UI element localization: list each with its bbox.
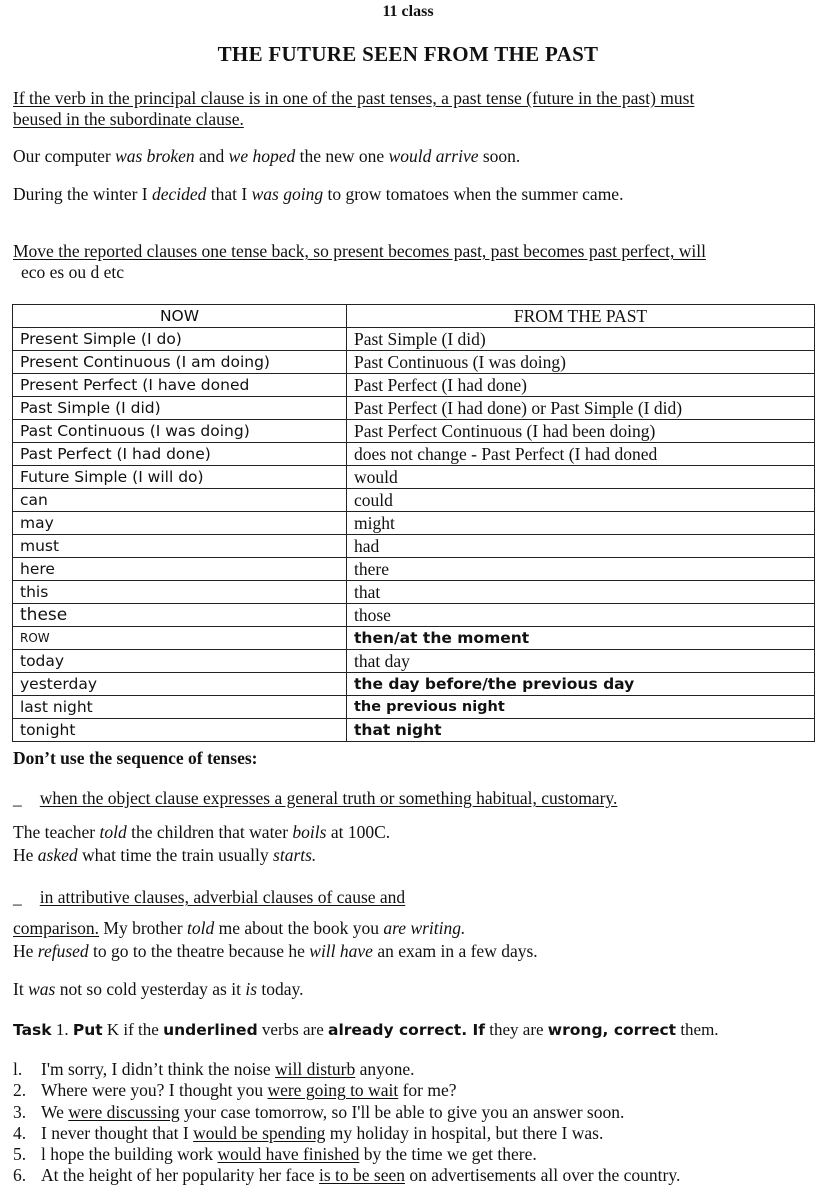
cell-now: tonight [13,719,347,742]
table-row [13,604,815,627]
cell-past: had [347,535,815,558]
cell-now: can [13,489,347,512]
example-text: My brother [99,918,188,938]
example-brother [13,918,465,939]
bullet-marker: _ [13,788,22,808]
table-row [13,443,815,466]
item-number: 4. [13,1122,27,1143]
cell-past: there [347,558,815,581]
task-instruction [13,1020,719,1040]
table-row [13,696,815,719]
tense-table [12,304,815,742]
table-row [13,328,815,351]
example-verb: decided [152,184,207,204]
example-text: the children that water [126,822,293,842]
move-line-2: eco es ou d etc [21,262,125,282]
task-text: them. [676,1020,719,1039]
item-number: 3. [13,1101,27,1122]
example-text: soon. [478,146,521,166]
example-underlined: comparison. [13,918,100,938]
example-text: today. [257,979,304,999]
table-row [13,650,815,673]
cell-past: then/at the moment [347,627,815,650]
cell-past: those [347,604,815,627]
example-verb: are writing. [383,918,466,938]
example-verb: asked [37,845,78,865]
list-item [13,1102,803,1123]
example-text: at 100C. [326,822,391,842]
example-verb: would arrive [388,146,479,166]
table-row [13,420,815,443]
rule-line-1: If the verb in the principal clause is in one of the past tenses, a past tense (future in the past) must [13,88,695,108]
example-text: He [13,845,38,865]
example-verb: is [245,979,258,999]
example-verb: we hoped [228,146,296,166]
cell-now: these [13,604,347,627]
item-text: for me? [398,1080,457,1101]
item-number: l. [13,1059,23,1079]
item-text: At the height of her popularity her face [41,1165,319,1186]
example-text: what time the train usually [77,845,274,865]
example-verb: was broken [115,146,195,166]
table-row [13,558,815,581]
example-text: He [13,941,38,961]
cell-past: would [347,466,815,489]
header-now: NOW [13,305,347,328]
task-word: Put [72,1021,103,1039]
example-verb: was [28,979,56,999]
task-word: already correct. If [328,1021,486,1039]
cell-now: must [13,535,347,558]
cell-now: Present Perfect (I have doned [13,374,347,397]
cell-past: could [347,489,815,512]
cell-past: that [347,581,815,604]
cell-now: ROW [13,627,347,650]
bullet-marker: _ [13,887,22,907]
example-verb: was going [251,184,324,204]
cell-past: might [347,512,815,535]
item-underlined-verb: will disturb [275,1059,356,1079]
example-verb: starts. [273,845,317,865]
task-text: 1. [51,1020,73,1039]
table-row [13,719,815,742]
rule-text [13,88,808,130]
list-item [13,1059,803,1080]
example-text: Our computer [13,146,116,166]
example-text: that I [206,184,252,204]
item-underlined-verb: is to be seen [318,1165,405,1186]
example-text: an exam in a few days. [372,941,538,961]
task-text: they are [485,1020,548,1039]
cell-past: Past Perfect (I had done) [347,374,815,397]
item-text: anyone. [355,1059,415,1079]
table-row [13,351,815,374]
cell-now: Past Continuous (I was doing) [13,420,347,443]
cell-now: here [13,558,347,581]
example-verb: will have [309,941,373,961]
cell-past: Past Simple (I did) [347,328,815,351]
rule-line-2: beused in the subordinate clause. [13,109,244,129]
item-number: 2. [13,1080,27,1101]
item-underlined-verb: were discussing [68,1101,180,1122]
item-number: 6. [13,1165,27,1186]
cell-past: Past Perfect (I had done) or Past Simple (I did) [347,397,815,420]
bullet-attributive [13,887,405,908]
bullet-general-truth [13,788,617,809]
example-winter [13,184,623,205]
item-text: my holiday in hospital, but there I was. [325,1122,604,1143]
header-from-the-past: FROM THE PAST [347,305,815,328]
cell-past: the day before/the previous day [347,673,815,696]
example-text: me about the book you [214,918,384,938]
example-text: and [194,146,229,166]
item-number: 5. [13,1144,27,1165]
cell-now: Present Continuous (I am doing) [13,351,347,374]
item-text: I'm sorry, I didn’t think the noise [41,1059,276,1079]
cell-past: the previous night [347,696,815,719]
list-item [13,1144,803,1165]
task-text: K if the [102,1020,164,1039]
page-title: THE FUTURE SEEN FROM THE PAST [217,42,599,66]
cell-past: does not change - Past Perfect (I had doned [347,443,815,466]
task-word: Task [13,1021,52,1039]
example-text: to grow tomatoes when the summer came. [323,184,624,204]
table-row [13,581,815,604]
cell-now: Past Simple (I did) [13,397,347,420]
table-row [13,627,815,650]
table-row [13,489,815,512]
example-teacher [13,822,390,843]
bullet-text: when the object clause expresses a general truth or something habitual, customary. [39,788,618,808]
example-theatre [13,941,538,962]
example-verb: refused [37,941,89,961]
task-word: underlined [163,1021,258,1039]
cell-past: Past Continuous (I was doing) [347,351,815,374]
dont-heading: Don’t use the sequence of tenses: [13,748,258,768]
item-text: by the time we get there. [359,1144,537,1165]
cell-now: last night [13,696,347,719]
class-label: 11 class [382,3,434,20]
cell-now: today [13,650,347,673]
example-verb: told [99,822,127,842]
table-row [13,535,815,558]
table-row [13,512,815,535]
item-text: We [41,1101,69,1122]
move-instruction [13,241,808,283]
item-underlined-verb: were going to wait [267,1080,399,1101]
example-text: not so cold yesterday as it [55,979,246,999]
cell-now: Present Simple (I do) [13,328,347,351]
cell-now: may [13,512,347,535]
example-computer [13,146,520,167]
example-train [13,845,316,866]
cell-past: that night [347,719,815,742]
item-text: on advertisements all over the country. [404,1165,681,1186]
cell-now: yesterday [13,673,347,696]
item-underlined-verb: would be spending [193,1122,326,1143]
example-text: to go to the theatre because he [88,941,310,961]
list-item [13,1123,803,1144]
bullet-text: in attributive clauses, adverbial clauses of cause and [39,887,406,907]
example-text: During the winter I [13,184,152,204]
example-verb: told [187,918,215,938]
task-word: wrong, correct [547,1021,677,1039]
table-row [13,673,815,696]
table-row [13,466,815,489]
table-row [13,374,815,397]
item-underlined-verb: would have finished [217,1144,360,1165]
example-text: the new one [295,146,389,166]
cell-now: Future Simple (I will do) [13,466,347,489]
task-text: verbs are [257,1020,328,1039]
move-line-1: Move the reported clauses one tense back, so present becomes past, past becomes past perfect, will [13,241,706,261]
item-text: l hope the building work [41,1144,218,1165]
example-text: It [13,979,29,999]
item-text: Where were you? I thought you [41,1080,268,1101]
cell-now: Past Perfect (I had done) [13,443,347,466]
table-row [13,397,815,420]
example-verb: boils [292,822,327,842]
table-header-row [13,305,815,328]
list-item [13,1080,803,1101]
cell-now: this [13,581,347,604]
example-text: The teacher [13,822,100,842]
item-text: I never thought that I [41,1122,194,1143]
exercise-list [13,1059,803,1187]
cell-past: that day [347,650,815,673]
list-item [13,1165,803,1186]
example-cold [13,979,304,1000]
item-text: your case tomorrow, so I'll be able to give you an answer soon. [179,1101,625,1122]
cell-past: Past Perfect Continuous (I had been doing) [347,420,815,443]
